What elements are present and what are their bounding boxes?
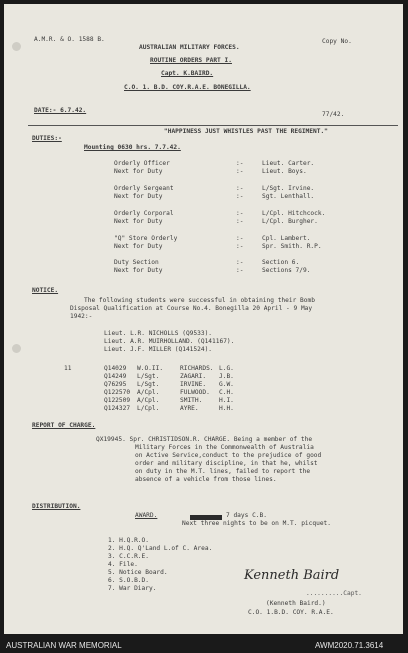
student-name: IRVINE. — [180, 381, 207, 388]
mounting-line: Mounting 0630 hrs. 7.7.42. — [84, 144, 181, 151]
student-initials: C.H. — [219, 389, 234, 396]
duty-name: L/Sgt. Irvine. — [262, 185, 315, 192]
duty-sep: :- — [236, 259, 244, 266]
duty-role: Next for Duty — [114, 267, 163, 274]
student-rank: L/Sgt. — [137, 381, 160, 388]
service-number: Q122509 — [104, 397, 131, 404]
charge-text: absence of a vehicle from those lines. — [135, 476, 277, 483]
distribution-item: 2. H.Q. Q'Land L.of C. Area. — [108, 545, 213, 552]
student-initials: H.H. — [219, 405, 234, 412]
duty-sep: :- — [236, 243, 244, 250]
notice-text: Disposal Qualification at Course No.4. Bonegilla 20 April - 9 May — [70, 305, 313, 312]
notice-text: 1942:- — [70, 313, 93, 320]
duty-role: "Q" Store Orderly — [114, 235, 178, 242]
officer-line: Capt. K.BAIRD. — [161, 70, 214, 77]
student-rank: L/Sgt. — [137, 373, 160, 380]
student-initials: H.I. — [219, 397, 234, 404]
officer-entry: Lieut. L.R. NICHOLLS (Q9533). — [104, 330, 213, 337]
duty-sep: :- — [236, 185, 244, 192]
notice-heading: NOTICE. — [32, 287, 59, 294]
duty-sep: :- — [236, 168, 244, 175]
student-initials: G.W. — [219, 381, 234, 388]
archive-name: AUSTRALIAN WAR MEMORIAL — [6, 641, 122, 650]
service-number: Q14249 — [104, 373, 127, 380]
award-note: Next three nights to be on M.T. picquet. — [182, 520, 332, 527]
student-rank: A/Cpl. — [137, 397, 160, 404]
copy-number: Copy No. — [322, 38, 352, 45]
duties-heading: DUTIES:- — [32, 135, 62, 142]
service-number: Q14029 — [104, 365, 127, 372]
duty-sep: :- — [236, 160, 244, 167]
duty-name: Lieut. Boys. — [262, 168, 307, 175]
duty-role: Orderly Corporal — [114, 210, 174, 217]
service-number: Q122570 — [104, 389, 131, 396]
unit-line: C.O. 1. B.D. COY.R.A.E. BONEGILLA. — [124, 84, 251, 91]
charge-text: QX19945. Spr. CHRISTIDSON.R. CHARGE. Being a member of the — [96, 436, 313, 443]
notice-text: The following students were successful in obtaining their Bomb — [84, 297, 315, 304]
duty-sep: :- — [236, 235, 244, 242]
duty-name: L/Cpl. Hitchcock. — [262, 210, 326, 217]
charge-text: Military Forces in the Commonwealth of Australia — [135, 444, 314, 451]
duty-name: L/Cpl. Burgher. — [262, 218, 318, 225]
duty-sep: :- — [236, 210, 244, 217]
motto: "HAPPINESS JUST WHISTLES PAST THE REGIMENT." — [164, 128, 328, 135]
reference-number: A.M.R. & O. 1588 B. — [34, 36, 105, 43]
doc-subtitle: ROUTINE ORDERS PART I. — [150, 57, 232, 64]
divider — [28, 125, 398, 126]
service-number: Q124327 — [104, 405, 131, 412]
student-name: FULWOOD. — [180, 389, 210, 396]
order-number: 77/42. — [322, 111, 345, 118]
column-mark: 11 — [64, 365, 72, 372]
duty-role: Next for Duty — [114, 218, 163, 225]
student-rank: W.O.II. — [137, 365, 164, 372]
duty-sep: :- — [236, 193, 244, 200]
duty-name: Section 6. — [262, 259, 300, 266]
duty-role: Orderly Sergeant — [114, 185, 174, 192]
duty-role: Next for Duty — [114, 243, 163, 250]
signature-rank: Capt. — [343, 590, 362, 597]
duty-role: Next for Duty — [114, 193, 163, 200]
student-initials: J.B. — [219, 373, 234, 380]
doc-title: AUSTRALIAN MILITARY FORCES. — [139, 44, 240, 51]
charge-text: on Active Service,conduct to the prejudice of good — [135, 452, 322, 459]
punch-hole — [12, 344, 21, 353]
signature-rank-line: ..........Capt. — [306, 590, 362, 597]
duty-name: Sgt. Lenthall. — [262, 193, 315, 200]
duty-sep: :- — [236, 218, 244, 225]
award-label: AWARD. — [135, 512, 158, 519]
distribution-item: 6. S.O.B.D. — [108, 577, 149, 584]
duty-name: Spr. Smith. R.P. — [262, 243, 322, 250]
duty-role: Orderly Officer — [114, 160, 170, 167]
student-rank: A/Cpl. — [137, 389, 160, 396]
duty-role: Next for Duty — [114, 168, 163, 175]
duty-name: Cpl. Lambert. — [262, 235, 311, 242]
archive-id: AWM2020.71.3614 — [315, 641, 384, 650]
distribution-heading: DISTRIBUTION. — [32, 503, 81, 510]
student-name: SMITH. — [180, 397, 203, 404]
officer-entry: Lieut. J.F. MILLER (Q141524). — [104, 346, 213, 353]
signatory-name: (Kenneth Baird.) — [266, 600, 326, 607]
distribution-item: 1. H.Q.R.O. — [108, 537, 149, 544]
student-initials: L.G. — [219, 365, 234, 372]
distribution-item: 5. Notice Board. — [108, 569, 168, 576]
punch-hole — [12, 42, 21, 51]
distribution-item: 3. C.C.R.E. — [108, 553, 149, 560]
award-value: 7 days C.B. — [226, 512, 267, 519]
handwritten-signature: Kenneth Baird — [244, 568, 340, 583]
student-name: RICHARDS. — [180, 365, 214, 372]
distribution-item: 4. File. — [108, 561, 138, 568]
student-name: ZAGARI. — [180, 373, 207, 380]
duty-name: Lieut. Carter. — [262, 160, 315, 167]
distribution-item: 7. War Diary. — [108, 585, 157, 592]
archive-footer — [0, 640, 408, 653]
charge-text: on duty in the M.T. lines, failed to report the — [135, 468, 311, 475]
charge-heading: REPORT OF CHARGE. — [32, 422, 96, 429]
duty-sep: :- — [236, 267, 244, 274]
document-page — [4, 4, 403, 634]
officer-entry: Lieut. A.R. MUIRHOLLAND. (Q141167). — [104, 338, 235, 345]
duty-role: Duty Section — [114, 259, 159, 266]
student-name: AYRE. — [180, 405, 199, 412]
doc-date: DATE:- 6.7.42. — [34, 107, 87, 114]
signatory-title: C.O. 1.B.D. COY. R.A.E. — [248, 609, 334, 616]
charge-text: order and military discipline, in that he, whilst — [135, 460, 318, 467]
student-rank: L/Cpl. — [137, 405, 160, 412]
duty-name: Sections 7/9. — [262, 267, 311, 274]
service-number: Q76295 — [104, 381, 127, 388]
